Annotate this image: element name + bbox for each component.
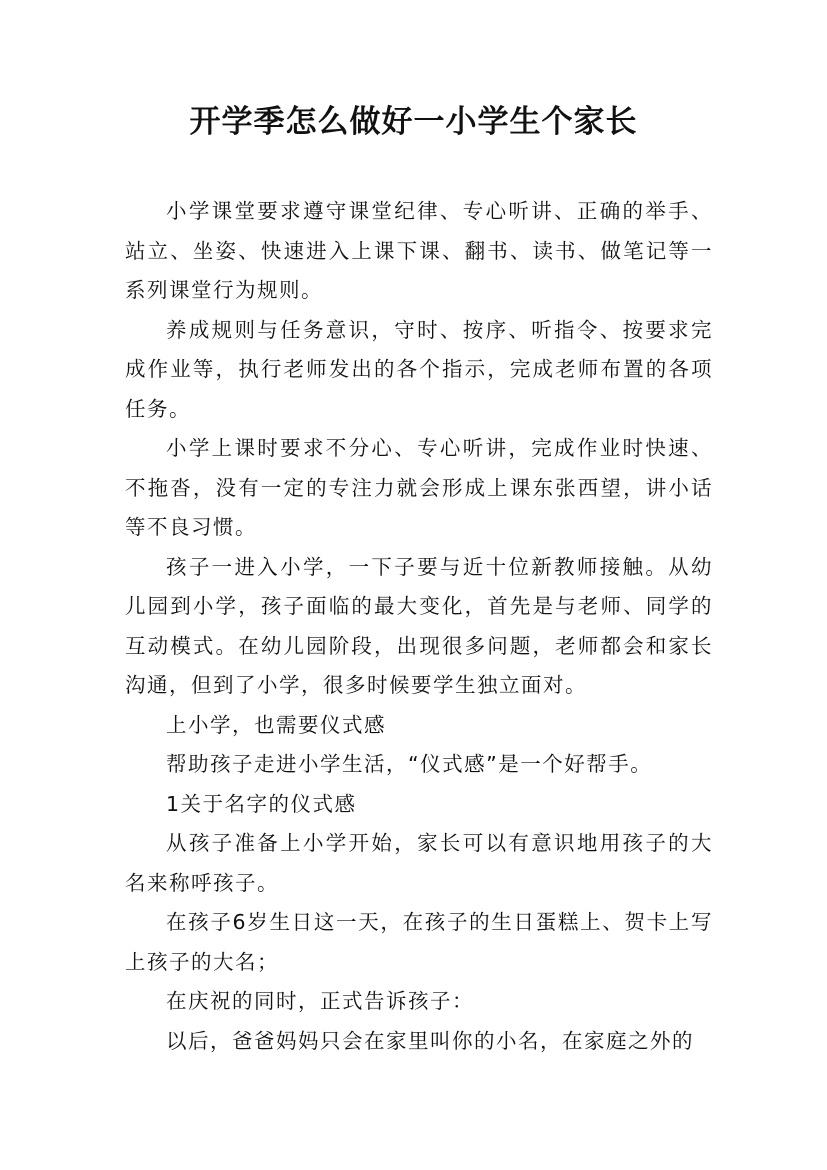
paragraph-use-full-name: 从孩子准备上小学开始，家长可以有意识地用孩子的大名来称呼孩子。 [125,831,713,895]
document-body [125,192,713,1061]
paragraph-celebration: 在庆祝的同时，正式告诉孩子： [166,989,474,1013]
paragraph-ceremony-helper: 帮助孩子走进小学生活，“仪式感”是一个好帮手。 [166,752,653,776]
paragraph-ceremony-heading: 上小学，也需要仪式感 [166,712,386,737]
paragraph-nickname: 以后，爸爸妈妈只会在家里叫你的小名，在家庭之外的 [166,1028,694,1053]
document-title: 开学季怎么做好一小学生个家长 [189,104,638,140]
paragraph-focus: 小学上课时要求不分心、专心听讲，完成作业时快速、不拖沓，没有一定的专注力就会形成上课东张西望，讲小话等不良习惯。 [125,436,713,539]
paragraph-task-awareness: 养成规则与任务意识，守时、按序、听指令、按要求完成作业等，执行老师发出的各个指示，完成老师布置的各项任务。 [125,317,713,421]
paragraph-classroom-rules: 小学课堂要求遵守课堂纪律、专心听讲、正确的举手、站立、坐姿、快速进入上课下课、翻书、读书、做笔记等一系列课堂行为规则。 [125,199,713,302]
paragraph-birthday: 在孩子6岁生日这一天，在孩子的生日蛋糕上、贺卡上写上孩子的大名； [125,910,713,974]
paragraph-name-ceremony: 1关于名字的仪式感 [166,791,357,816]
paragraph-new-teachers: 孩子一进入小学，一下子要与近十位新教师接触。从幼儿园到小学，孩子面临的最大变化，首先是与老师、同学的互动模式。在幼儿园阶段，出现很多问题，老师都会和家长沟通，但到了小学，很多时候要学生独立面对。 [125,554,713,697]
